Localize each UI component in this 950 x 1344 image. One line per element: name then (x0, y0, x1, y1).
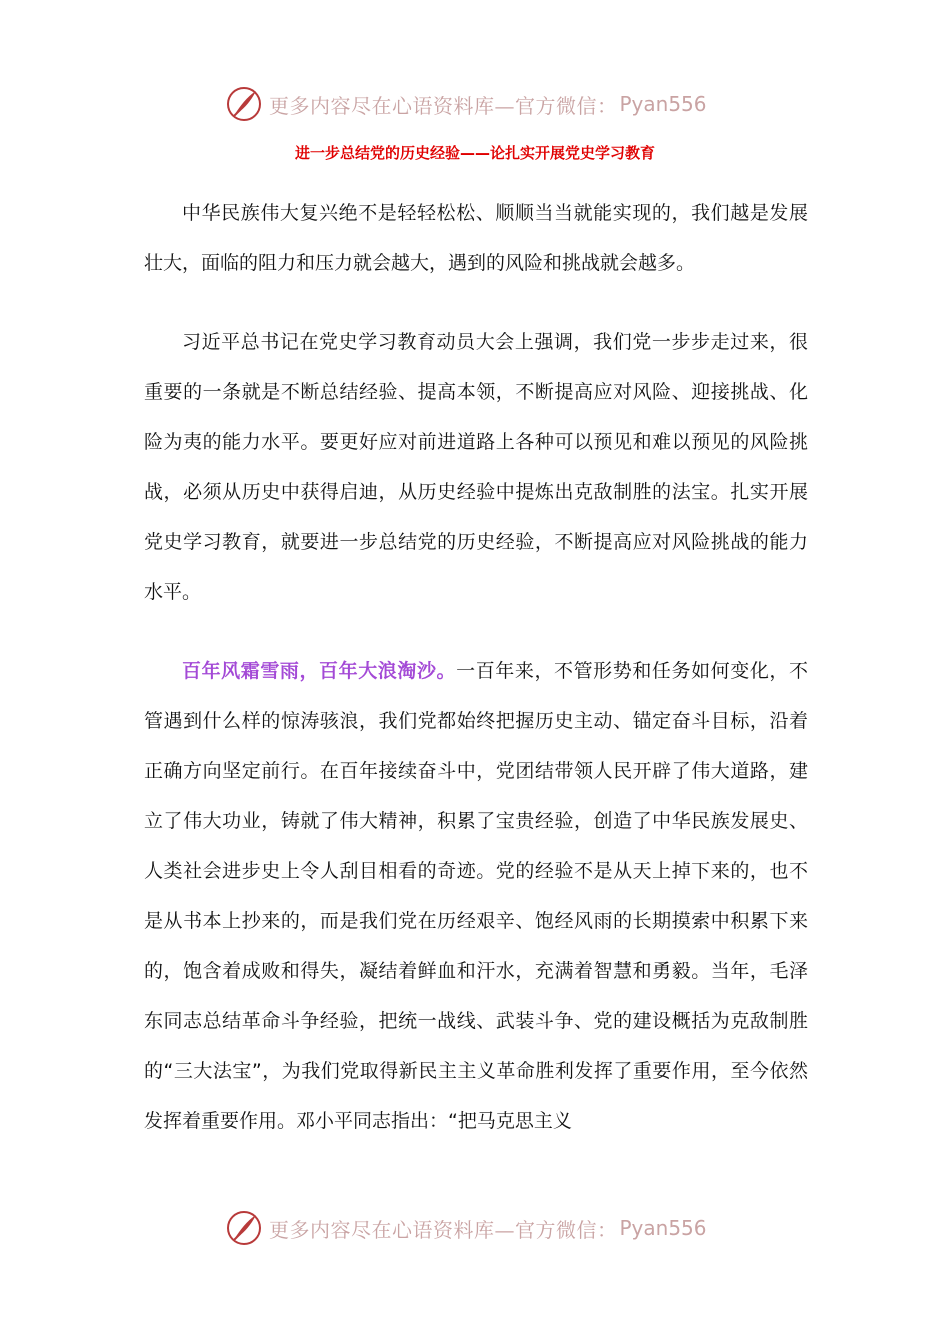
header-wechat-handle: Pyan556 (619, 92, 707, 116)
quill-logo-icon (225, 85, 263, 123)
paragraph-3-highlight: 百年风霜雪雨，百年大浪淘沙。 (182, 660, 457, 682)
paragraph-3 (144, 646, 808, 1146)
paragraph-1: 中华民族伟大复兴绝不是轻轻松松、顺顺当当就能实现的，我们越是发展壮大，面临的阻力和压力就会越大，遇到的风险和挑战就会越多。 (144, 202, 808, 274)
paragraph-3-body: 一百年来，不管形势和任务如何变化，不管遇到什么样的惊涛骇浪，我们党都始终把握历史主动、锚定奋斗目标，沿着正确方向坚定前行。在百年接续奋斗中，党团结带领人民开辟了伟大道路，建立了伟大功业，铸就了伟大精神，积累了宝贵经验，创造了中华民族发展史、人类社会进步史上令人刮目相看的奇迹。党的经验不是从天上掉下来的，也不是从书本上抄来的，而是我们党在历经艰辛、饱经风雨的长期摸索中积累下来的，饱含着成败和得失，凝结着鲜血和汗水，充满着智慧和勇毅。当年，毛泽东同志总结革命斗争经验，把统一战线、武装斗争、党的建设概括为克敌制胜的“三大法宝”，为我们党取得新民主主义革命胜利发挥了重要作用，至今依然发挥着重要作用。邓小平同志指出：“把马克思主义 (144, 660, 808, 1132)
header-slogan: 更多内容尽在心语资料库—官方微信： (269, 93, 618, 118)
footer-wechat-handle: Pyan556 (619, 1216, 707, 1240)
footer-banner (225, 1208, 725, 1248)
footer-slogan: 更多内容尽在心语资料库—官方微信： (269, 1217, 618, 1242)
paragraph-2: 习近平总书记在党史学习教育动员大会上强调，我们党一步步走过来，很重要的一条就是不断总结经验、提高本领，不断提高应对风险、迎接挑战、化险为夷的能力水平。要更好应对前进道路上各种可以预见和难以预见的风险挑战，必须从历史中获得启迪，从历史经验中提炼出克敌制胜的法宝。扎实开展党史学习教育，就要进一步总结党的历史经验，不断提高应对风险挑战的能力水平。 (144, 331, 808, 603)
header-banner (225, 84, 725, 124)
quill-logo-icon (225, 1209, 263, 1247)
document-title: 进一步总结党的历史经验——论扎实开展党史学习教育 (294, 144, 655, 162)
